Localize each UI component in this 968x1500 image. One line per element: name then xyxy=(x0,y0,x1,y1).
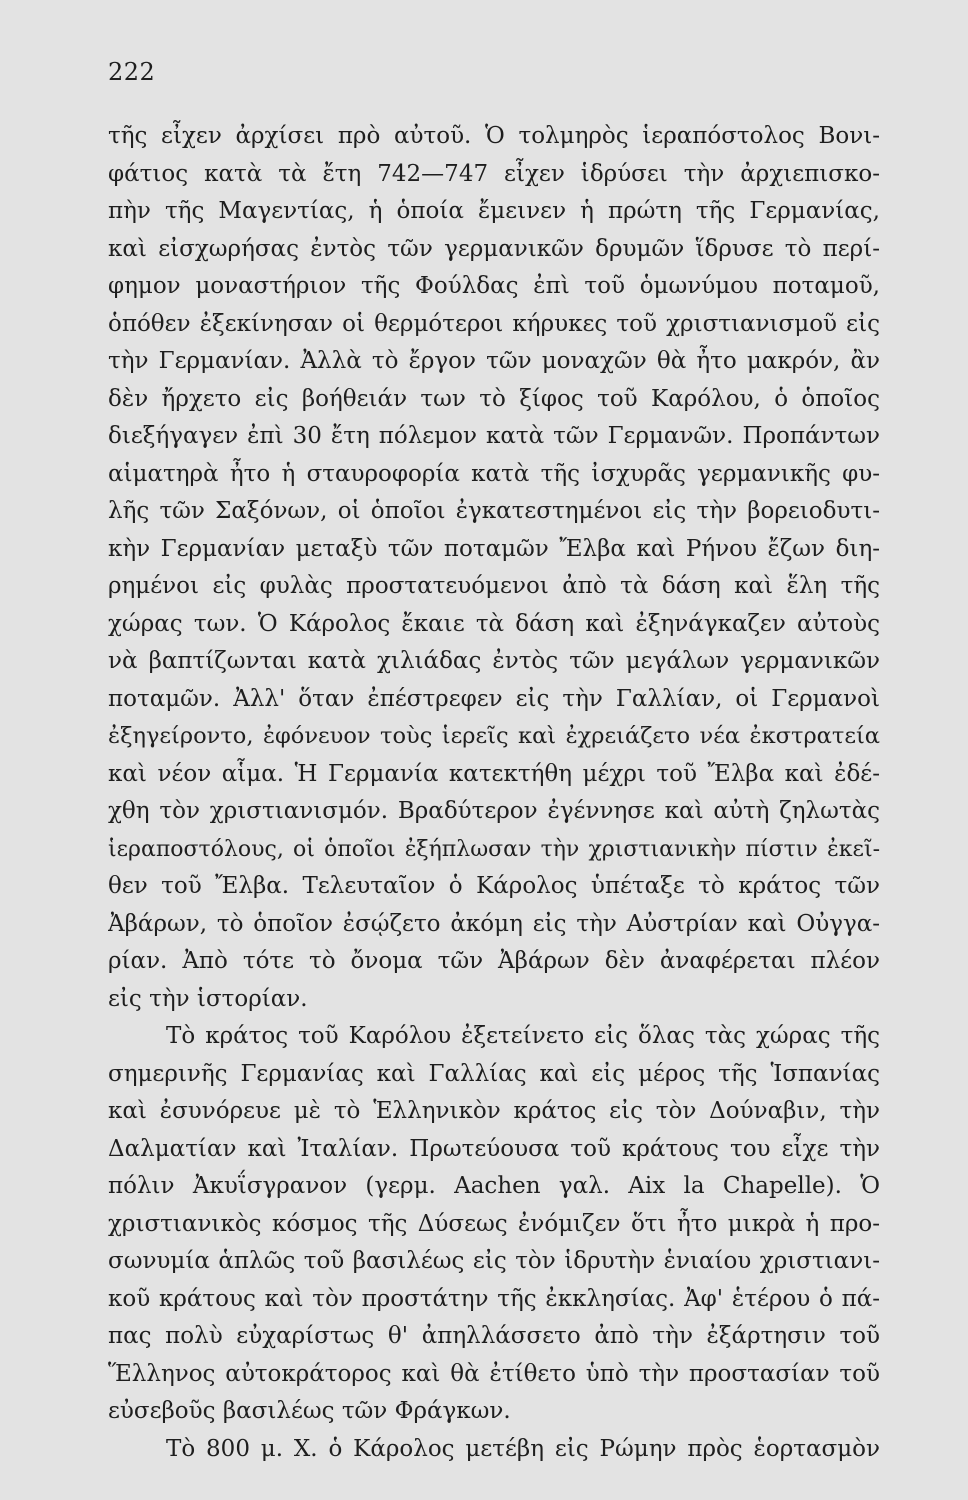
text-line: Δαλματίαν καὶ Ἰταλίαν. Πρωτεύουσα τοῦ κράτους του εἶχε τὴν xyxy=(108,1135,880,1162)
text-line: ρημένοι εἰς φυλὰς προστατευόμενοι ἀπὸ τὰ δάση καὶ ἕλη τῆς xyxy=(108,573,880,599)
text-line: λῆς τῶν Σαξόνων, οἱ ὁποῖοι ἐγκατεστημένοι εἰς τὴν βορειοδυτι- xyxy=(108,498,880,524)
text-line: Ἕλληνος αὐτοκράτορος καὶ θὰ ἐτίθετο ὑπὸ τὴν προστασίαν τοῦ xyxy=(108,1360,880,1387)
text-line: εἰς τὴν ἱστορίαν. xyxy=(108,985,308,1012)
text-line: φάτιος κατὰ τὰ ἔτη 742—747 εἶχεν ἱδρύσει τὴν ἀρχιεπισκο- xyxy=(108,160,880,187)
text-line: αἱματηρὰ ἦτο ἡ σταυροφορία κατὰ τῆς ἰσχυρᾶς γερμανικῆς φυ- xyxy=(108,460,880,487)
text-line: δὲν ἤρχετο εἰς βοήθειάν των τὸ ξίφος τοῦ Καρόλου, ὁ ὁποῖος xyxy=(108,385,880,412)
text-line: Ἀβάρων, τὸ ὁποῖον ἐσῴζετο ἀκόμη εἰς τὴν Αὐστρίαν καὶ Οὐγγα- xyxy=(108,910,880,937)
text-line: πόλιν Ἀκυΐσγρανον (γερμ. Aachen γαλ. Aix la Chapelle). Ὁ xyxy=(108,1173,880,1199)
text-line: τὴν Γερμανίαν. Ἀλλὰ τὸ ἔργον τῶν μοναχῶν θὰ ἦτο μακρόν, ἂν xyxy=(108,348,880,374)
text-line: χριστιανικὸς κόσμος τῆς Δύσεως ἐνόμιζεν ὅτι ἦτο μικρὰ ἡ προ- xyxy=(108,1210,880,1237)
text-line: φημον μοναστήριον τῆς Φούλδας ἐπὶ τοῦ ὁμωνύμου ποταμοῦ, xyxy=(108,273,880,299)
text-line: εὐσεβοῦς βασιλέως τῶν Φράγκων. xyxy=(108,1398,511,1424)
text-line: σωνυμία ἁπλῶς τοῦ βασιλέως εἰς τὸν ἱδρυτὴν ἑνιαίου χριστιανι- xyxy=(108,1248,880,1274)
text-line: ἐξηγείροντο, ἐφόνευον τοὺς ἱερεῖς καὶ ἐχρειάζετο νέα ἐκστρατεία xyxy=(108,723,880,749)
text-line: πας πολὺ εὐχαρίστως θ' ἀπηλλάσσετο ἀπὸ τὴν ἐξάρτησιν τοῦ xyxy=(108,1323,880,1349)
text-line: χθη τὸν χριστιανισμόν. Βραδύτερον ἐγέννησε καὶ αὐτὴ ζηλωτὰς xyxy=(108,798,880,824)
text-line: χώρας των. Ὁ Κάρολος ἔκαιε τὰ δάση καὶ ἐξηνάγκαζεν αὐτοὺς xyxy=(108,610,880,637)
text-line: τῆς εἶχεν ἀρχίσει πρὸ αὐτοῦ. Ὁ τολμηρὸς ἱεραπόστολος Βονι- xyxy=(108,123,880,149)
page-number: 222 xyxy=(108,58,156,86)
text-line: ποταμῶν. Ἀλλ' ὅταν ἐπέστρεφεν εἰς τὴν Γαλλίαν, οἱ Γερμανοὶ xyxy=(108,685,880,712)
text-line: πὴν τῆς Μαγεντίας, ἡ ὁποία ἔμεινεν ἡ πρώτη τῆς Γερμανίας, xyxy=(108,198,880,224)
text-line: καὶ νέον αἷμα. Ἡ Γερμανία κατεκτήθη μέχρι τοῦ Ἔλβα καὶ ἐδέ- xyxy=(108,760,880,787)
text-line: διεξήγαγεν ἐπὶ 30 ἔτη πόλεμον κατὰ τῶν Γερμανῶν. Προπάντων xyxy=(108,423,880,449)
text-line: ὁπόθεν ἐξεκίνησαν οἱ θερμότεροι κήρυκες τοῦ χριστιανισμοῦ εἰς xyxy=(108,310,880,337)
text-line: σημερινῆς Γερμανίας καὶ Γαλλίας καὶ εἰς μέρος τῆς Ἱσπανίας xyxy=(108,1060,880,1087)
paragraph-start-line: Τὸ 800 μ. Χ. ὁ Κάρολος μετέβη εἰς Ρώμην πρὸς ἑορτασμὸν xyxy=(166,1435,880,1462)
text-line: ρίαν. Ἀπὸ τότε τὸ ὄνομα τῶν Ἀβάρων δὲν ἀναφέρεται πλέον xyxy=(108,948,880,974)
paragraph-start-line: Τὸ κράτος τοῦ Καρόλου ἐξετείνετο εἰς ὅλας τὰς χώρας τῆς xyxy=(166,1023,880,1049)
text-line: νὰ βαπτίζωνται κατὰ χιλιάδας ἐντὸς τῶν μεγάλων γερμανικῶν xyxy=(108,648,880,674)
body-text xyxy=(108,118,880,1468)
text-line: θεν τοῦ Ἔλβα. Τελευταῖον ὁ Κάρολος ὑπέταξε τὸ κράτος τῶν xyxy=(108,873,880,899)
text-line: ἱεραποστόλους, οἱ ὁποῖοι ἐξήπλωσαν τὴν χριστιανικὴν πίστιν ἐκεῖ- xyxy=(108,836,880,862)
text-line: κοῦ κράτους καὶ τὸν προστάτην τῆς ἐκκλησίας. Ἀφ' ἑτέρου ὁ πά- xyxy=(108,1285,880,1312)
text-line: κὴν Γερμανίαν μεταξὺ τῶν ποταμῶν Ἔλβα καὶ Ρήνου ἔζων διη- xyxy=(108,535,880,562)
text-line: καὶ ἐσυνόρευε μὲ τὸ Ἑλληνικὸν κράτος εἰς τὸν Δούναβιν, τὴν xyxy=(108,1098,880,1124)
text-line: καὶ εἰσχωρήσας ἐντὸς τῶν γερμανικῶν δρυμῶν ἵδρυσε τὸ περί- xyxy=(108,235,880,262)
